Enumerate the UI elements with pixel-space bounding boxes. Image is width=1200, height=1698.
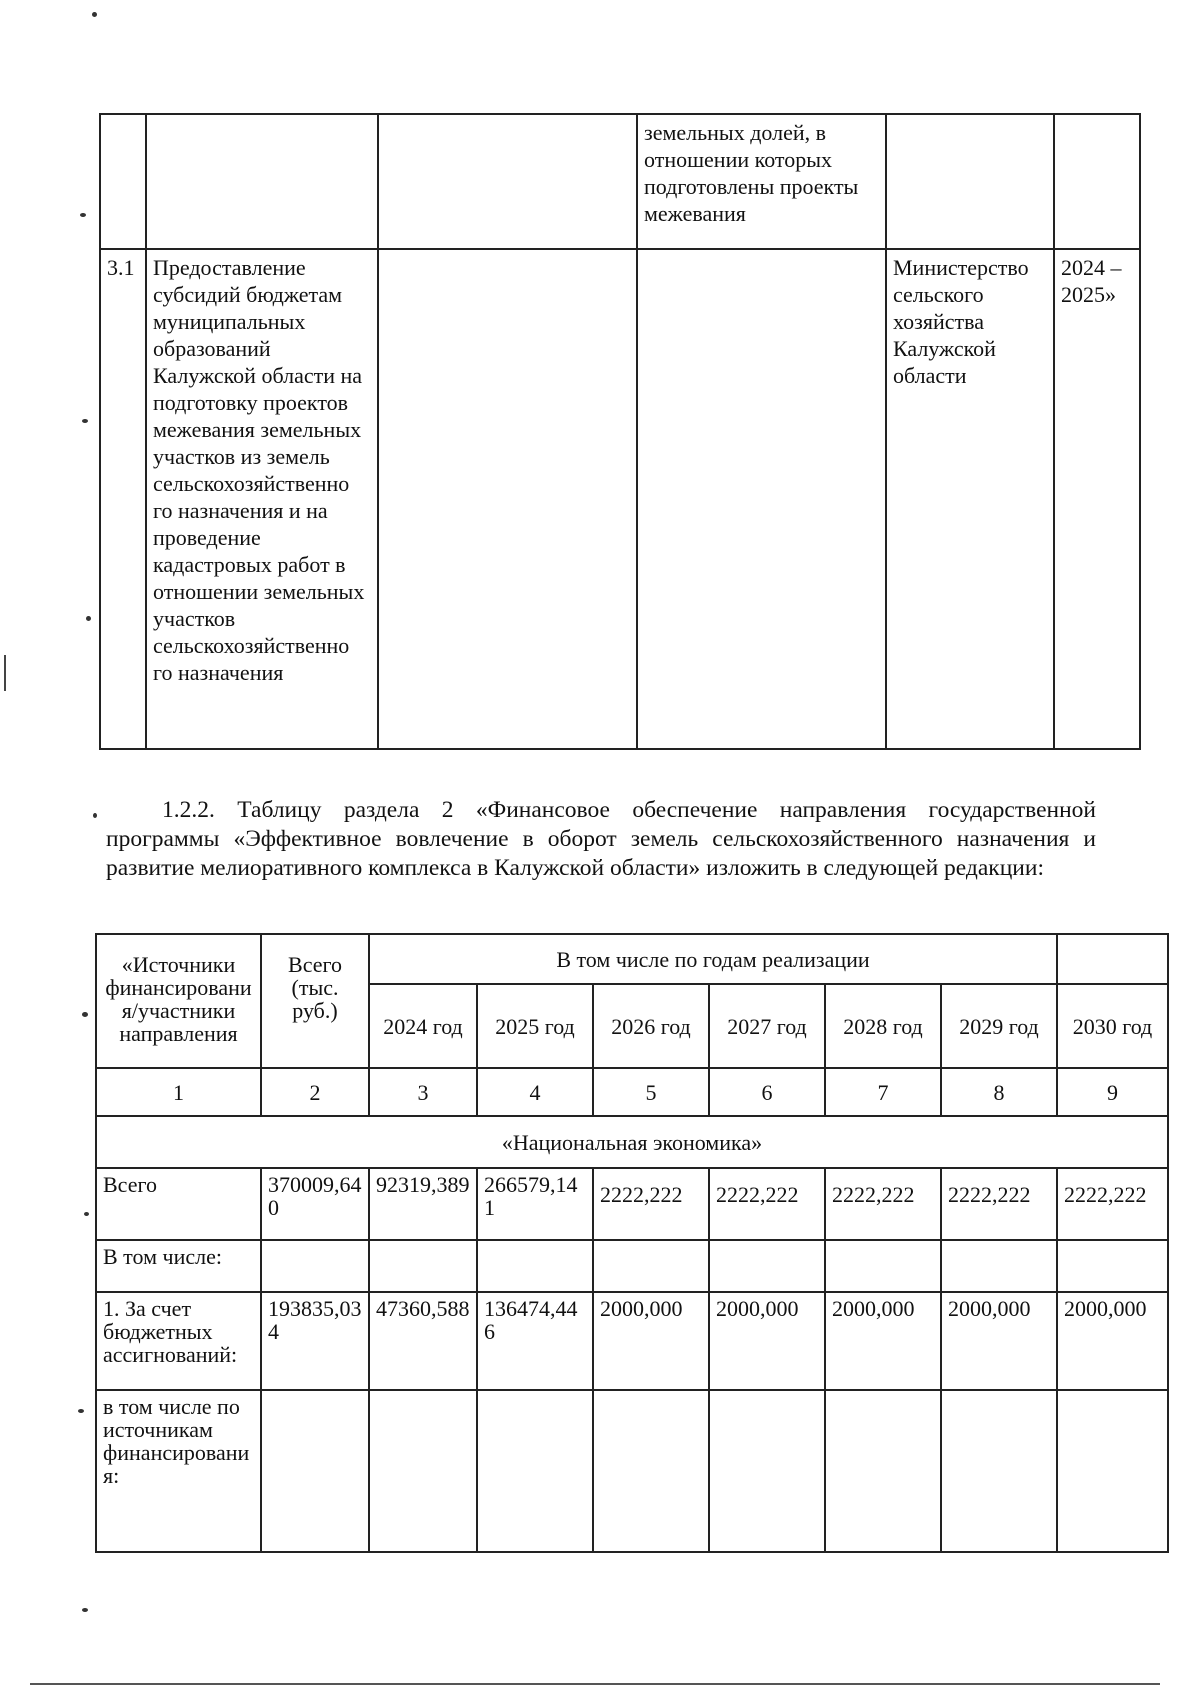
year-header: 2025 год (477, 984, 593, 1068)
value-cell: 2222,222 (593, 1168, 709, 1240)
table-cell (378, 114, 637, 249)
value-cell: 92319,389 (369, 1168, 477, 1240)
value-cell (825, 1240, 941, 1292)
year-header: 2030 год (1057, 984, 1168, 1068)
table-row (96, 1240, 1168, 1292)
event-description: Предоставление субсидий бюджетам муниципальных образований Калужской области на подготовку проектов межевания земельных участков из земель сельскохозяйственно го назначения и на проведение кадастровых работ в отношении земельных участков сельскохозяйственно го назначения (146, 249, 378, 749)
scan-edge-mark (4, 655, 6, 691)
financing-table (95, 933, 1169, 1553)
scan-speck (82, 1012, 88, 1017)
value-cell (261, 1390, 369, 1552)
section-title-row (96, 1116, 1168, 1168)
scan-speck (92, 12, 97, 17)
value-cell: 2000,000 (825, 1292, 941, 1390)
value-cell: 2000,000 (709, 1292, 825, 1390)
value-cell: 2000,000 (593, 1292, 709, 1390)
table-cell (378, 249, 637, 749)
year-header: 2029 год (941, 984, 1057, 1068)
row-number: 3.1 (100, 249, 146, 749)
value-cell: 2222,222 (941, 1168, 1057, 1240)
amendment-paragraph (106, 796, 1096, 883)
table-cell (1057, 934, 1168, 984)
table-cell (637, 249, 886, 749)
year-header: 2028 год (825, 984, 941, 1068)
value-cell: 136474,446 (477, 1292, 593, 1390)
value-cell: 370009,640 (261, 1168, 369, 1240)
value-cell: 2000,000 (941, 1292, 1057, 1390)
scan-speck (93, 813, 97, 818)
value-cell: 2222,222 (1057, 1168, 1168, 1240)
row-label: 1. За счет бюджетных ассигнований: (96, 1292, 261, 1390)
value-cell: 2222,222 (825, 1168, 941, 1240)
scan-speck (86, 616, 91, 621)
value-cell: 47360,588 (369, 1292, 477, 1390)
value-cell (593, 1390, 709, 1552)
scan-speck (82, 1608, 88, 1612)
year-header: 2026 год (593, 984, 709, 1068)
scan-speck (84, 1212, 89, 1216)
value-cell: 2000,000 (1057, 1292, 1168, 1390)
row-label: в том числе по источникам финансирования: (96, 1390, 261, 1552)
column-number: 7 (825, 1068, 941, 1116)
value-cell (709, 1390, 825, 1552)
value-cell (369, 1390, 477, 1552)
header-sources: «Источники финансирования/участники направления (96, 934, 261, 1068)
value-cell (261, 1240, 369, 1292)
measures-table (99, 113, 1141, 750)
table-row (96, 1168, 1168, 1240)
table-row (96, 1292, 1168, 1390)
implementation-period: 2024 – 2025» (1054, 249, 1140, 749)
value-cell (369, 1240, 477, 1292)
header-by-years: В том числе по годам реализации (369, 934, 1057, 984)
table-row (96, 1390, 1168, 1552)
value-cell: 266579,141 (477, 1168, 593, 1240)
column-number: 8 (941, 1068, 1057, 1116)
column-number: 5 (593, 1068, 709, 1116)
scan-speck (78, 1409, 84, 1413)
table-cell (1054, 114, 1140, 249)
value-cell (477, 1240, 593, 1292)
column-number-row (96, 1068, 1168, 1116)
scan-speck (82, 419, 88, 423)
row-label: В том числе: (96, 1240, 261, 1292)
table-cell (886, 114, 1054, 249)
column-number: 9 (1057, 1068, 1168, 1116)
responsible-executor: Министерство сельского хозяйства Калужской области (886, 249, 1054, 749)
table-cell (100, 114, 146, 249)
value-cell (941, 1240, 1057, 1292)
row-label: Всего (96, 1168, 261, 1240)
column-number: 2 (261, 1068, 369, 1116)
section-title: «Национальная экономика» (96, 1116, 1168, 1168)
value-cell (1057, 1390, 1168, 1552)
column-number: 4 (477, 1068, 593, 1116)
column-number: 1 (96, 1068, 261, 1116)
scan-speck (80, 213, 86, 217)
column-number: 3 (369, 1068, 477, 1116)
indicator-cell: земельных долей, в отношении которых подготовлены проекты межевания (637, 114, 886, 249)
column-number: 6 (709, 1068, 825, 1116)
paragraph-text: 1.2.2. Таблицу раздела 2 «Финансовое обеспечение направления государственной программы «Эффективное вовлечение в оборот земель сельскохозяйственного назначения и развитие мелиоративного комплекса в Калужской области» изложить в следующей редакции: (106, 797, 1096, 881)
year-header: 2024 год (369, 984, 477, 1068)
header-total: Всего (тыс. руб.) (261, 934, 369, 1068)
value-cell (477, 1390, 593, 1552)
scan-bottom-edge (30, 1683, 1160, 1685)
value-cell (1057, 1240, 1168, 1292)
table-row (100, 114, 1140, 249)
value-cell (941, 1390, 1057, 1552)
value-cell: 2222,222 (709, 1168, 825, 1240)
value-cell (825, 1390, 941, 1552)
value-cell: 193835,034 (261, 1292, 369, 1390)
table-cell (146, 114, 378, 249)
value-cell (593, 1240, 709, 1292)
value-cell (709, 1240, 825, 1292)
table-row (100, 249, 1140, 749)
table-header-row (96, 934, 1168, 984)
year-header: 2027 год (709, 984, 825, 1068)
